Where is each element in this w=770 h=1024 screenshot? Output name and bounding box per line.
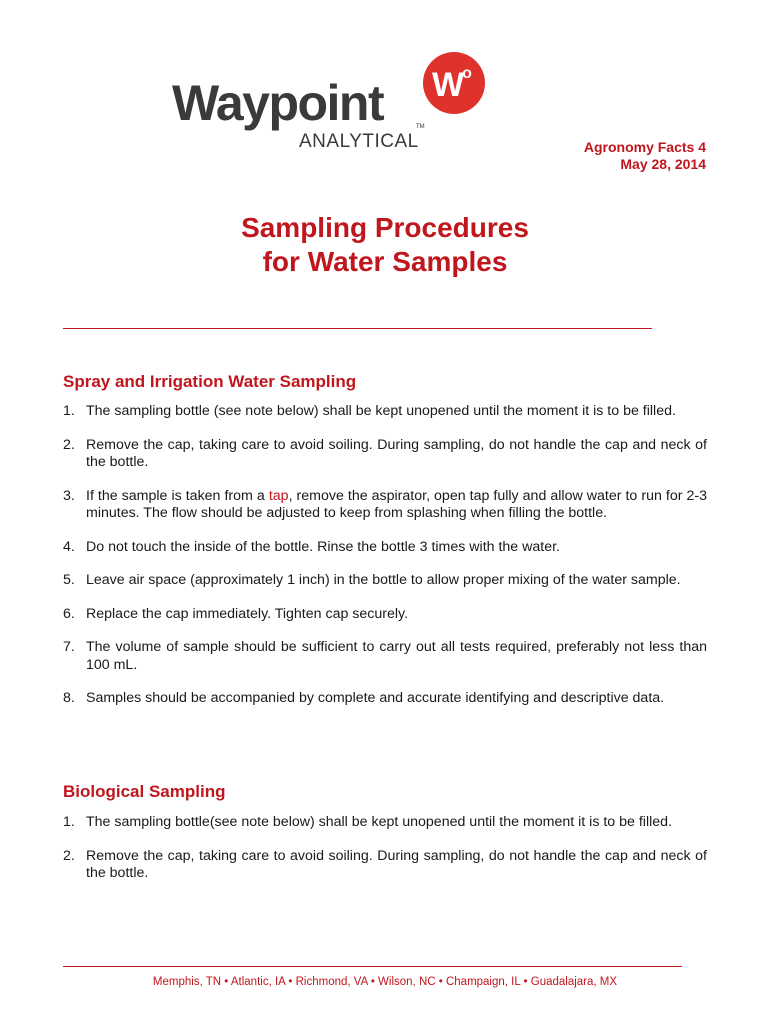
list-text: The sampling bottle(see note below) shall be kept unopened until the moment it is to be filled. xyxy=(86,814,672,830)
list-number: 3. xyxy=(63,487,75,504)
footer-locations: Memphis, TN • Atlantic, IA • Richmond, VA • Wilson, NC • Champaign, IL • Guadalajara, MX xyxy=(152,976,618,988)
list-number: 2. xyxy=(63,847,75,864)
series-label: Agronomy Facts 4 xyxy=(583,139,706,155)
list-number: 4. xyxy=(63,538,75,555)
list-item xyxy=(63,606,707,624)
list-text: Leave air space (approximately 1 inch) in the bottle to allow proper mixing of the water sample. xyxy=(86,572,681,588)
list-number: 5. xyxy=(63,572,75,588)
list-number: 1. xyxy=(63,403,75,419)
list-item xyxy=(63,639,707,674)
document-meta xyxy=(584,139,706,173)
list-item xyxy=(63,814,707,832)
list-text: Remove the cap, taking care to avoid soiling. During sampling, do not handle the cap and neck of the bottle. xyxy=(86,847,707,881)
list-item xyxy=(63,403,707,421)
list-number: 7. xyxy=(63,639,75,655)
biological-procedure-list xyxy=(63,814,707,899)
list-text: Do not touch the inside of the bottle. Rinse the bottle 3 times with the water. xyxy=(86,538,560,555)
list-item xyxy=(63,572,707,590)
list-item xyxy=(63,690,707,708)
section-heading-biological: Biological Sampling xyxy=(63,782,226,801)
title-line-1: Sampling Procedures xyxy=(241,212,529,243)
logo-badge-icon xyxy=(423,52,485,114)
logo-trademark: TM xyxy=(416,124,425,130)
list-item xyxy=(63,488,707,523)
list-item xyxy=(63,539,707,557)
section-heading-spray: Spray and Irrigation Water Sampling xyxy=(63,372,357,391)
logo-badge-letter: W xyxy=(431,66,465,104)
list-text: The sampling bottle (see note below) shall be kept unopened until the moment it is to be filled. xyxy=(86,403,676,419)
list-number: 2. xyxy=(63,436,75,453)
waypoint-logo xyxy=(172,52,492,162)
logo-subtitle: ANALYTICAL xyxy=(299,131,419,152)
list-text: Samples should be accompanied by complete and accurate identifying and descriptive data. xyxy=(86,690,665,706)
list-item xyxy=(63,437,707,472)
list-text-pre: If the sample is taken from a xyxy=(86,487,269,504)
publish-date: May 28, 2014 xyxy=(620,156,706,172)
title-divider xyxy=(63,328,652,329)
list-number: 8. xyxy=(63,690,75,706)
footer-divider xyxy=(63,966,682,967)
title-line-2: for Water Samples xyxy=(262,246,508,277)
list-text: The volume of sample should be sufficient to carry out all tests required, preferably not less than 100 mL. xyxy=(86,639,707,673)
list-text-post: , remove the aspirator, open tap fully and allow water to run for 2-3 minutes. The flow should be adjusted to keep from splashing when filling the bottle. xyxy=(86,487,707,521)
tap-link[interactable]: tap xyxy=(268,487,289,504)
page-title xyxy=(0,211,770,279)
list-text: Remove the cap, taking care to avoid soiling. During sampling, do not handle the cap and neck of the bottle. xyxy=(86,436,707,470)
logo-badge-mark: o xyxy=(462,65,472,82)
spray-procedure-list xyxy=(63,403,707,724)
list-number: 1. xyxy=(63,814,75,830)
list-text: Replace the cap immediately. Tighten cap securely. xyxy=(86,605,409,622)
list-number: 6. xyxy=(63,605,75,622)
logo-wordmark: Waypoint xyxy=(172,75,384,131)
list-item xyxy=(63,848,707,883)
